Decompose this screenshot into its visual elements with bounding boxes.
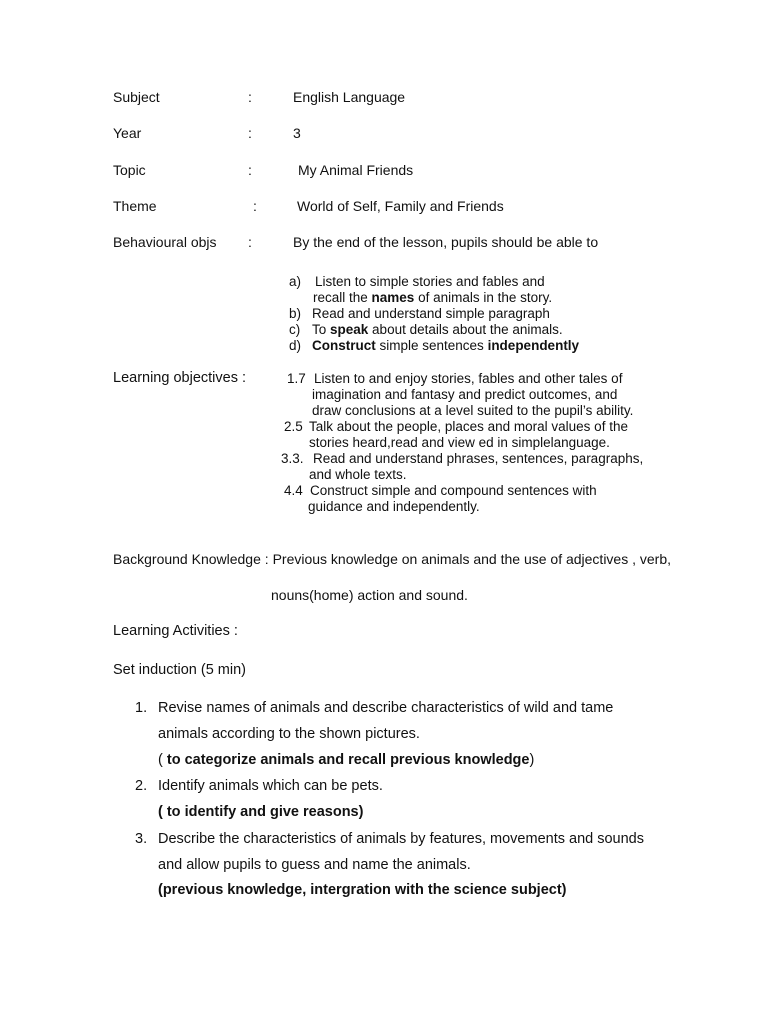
- activity-note: (previous knowledge, intergration with the science subject): [158, 882, 567, 898]
- year-label: Year: [113, 125, 142, 141]
- list-item: Listen to simple stories and fables and: [315, 274, 545, 289]
- colon: :: [253, 198, 257, 214]
- objective-number: 2.5: [284, 419, 303, 434]
- objective-number: 3.3.: [281, 451, 304, 466]
- year-value: 3: [293, 125, 301, 141]
- background-knowledge-line: Background Knowledge : Previous knowledge on animals and the use of adjectives , verb,: [113, 551, 672, 567]
- colon: :: [248, 234, 252, 250]
- theme-value: World of Self, Family and Friends: [297, 198, 504, 214]
- list-marker: b): [289, 306, 302, 321]
- background-knowledge-line: nouns(home) action and sound.: [271, 587, 468, 603]
- activity-line: Describe the characteristics of animals by features, movements and sounds: [158, 831, 644, 847]
- learning-objectives-label: Learning objectives :: [113, 370, 246, 386]
- activity-line: and allow pupils to guess and name the animals.: [158, 857, 471, 873]
- subject-value: English Language: [293, 89, 406, 105]
- topic-label: Topic: [113, 162, 146, 178]
- activity-note: ( to categorize animals and recall previous knowledge): [158, 752, 535, 768]
- subject-label: Subject: [113, 89, 160, 105]
- objective-line: Talk about the people, places and moral values of the: [309, 419, 628, 434]
- colon: :: [248, 125, 252, 141]
- topic-value: My Animal Friends: [298, 162, 414, 178]
- activity-number: 2.: [135, 778, 148, 794]
- list-item: recall the names of animals in the story.: [313, 290, 553, 305]
- set-induction-heading: Set induction (5 min): [113, 662, 246, 678]
- activity-note: ( to identify and give reasons): [158, 804, 364, 820]
- objective-line: guidance and independently.: [308, 499, 480, 514]
- objective-line: Read and understand phrases, sentences, paragraphs,: [313, 451, 644, 466]
- objective-line: draw conclusions at a level suited to the pupil’s ability.: [312, 403, 634, 418]
- list-marker: d): [289, 338, 302, 353]
- list-item: To speak about details about the animals.: [312, 322, 563, 337]
- objective-number: 4.4: [284, 483, 303, 498]
- activity-number: 3.: [135, 831, 148, 847]
- objective-line: Construct simple and compound sentences with: [310, 483, 597, 498]
- list-item: Construct simple sentences independently: [312, 338, 580, 353]
- objective-line: imagination and fantasy and predict outcomes, and: [312, 387, 618, 402]
- activity-line: Identify animals which can be pets.: [158, 778, 383, 794]
- objective-line: Listen to and enjoy stories, fables and other tales of: [314, 371, 623, 386]
- objective-number: 1.7: [287, 371, 306, 386]
- behavioural-value: By the end of the lesson, pupils should be able to: [293, 234, 599, 250]
- activity-line: animals according to the shown pictures.: [158, 726, 420, 742]
- objective-line: and whole texts.: [309, 467, 407, 482]
- list-item: Read and understand simple paragraph: [312, 306, 550, 321]
- activity-number: 1.: [135, 700, 148, 716]
- theme-label: Theme: [113, 198, 157, 214]
- list-marker: a): [289, 274, 302, 289]
- list-marker: c): [289, 322, 301, 337]
- behavioural-label: Behavioural objs: [113, 234, 217, 250]
- activity-line: Revise names of animals and describe characteristics of wild and tame: [158, 700, 614, 716]
- colon: :: [248, 162, 252, 178]
- learning-activities-heading: Learning Activities :: [113, 623, 238, 639]
- colon: :: [248, 89, 252, 105]
- objective-line: stories heard,read and view ed in simplelanguage.: [309, 435, 610, 450]
